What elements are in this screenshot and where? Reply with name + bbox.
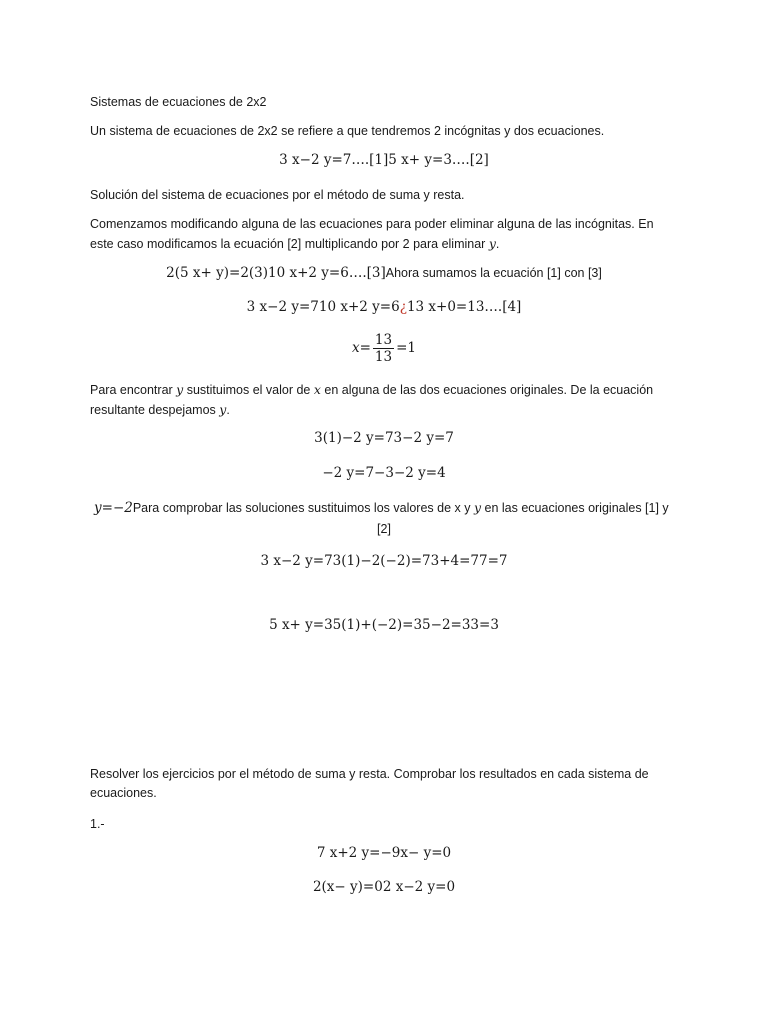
equation-substitute-x: 3(1)−2 y=73−2 y=7 bbox=[314, 430, 454, 446]
equation-verify-2: 5 x+ y=35(1)+(−2)=35−2=33=3 bbox=[269, 617, 499, 633]
equation-multiplied-note: Ahora sumamos la ecuación [1] con [3] bbox=[385, 266, 602, 280]
equation-sum-part-b: 13 x+0=13….[4] bbox=[406, 299, 522, 315]
equation-multiplied-math: 2(5 x+ y)=2(3)10 x+2 y=6….[3] bbox=[166, 265, 386, 281]
variable-x: x bbox=[313, 382, 321, 397]
exercise-instructions: Resolver los ejercicios por el método de suma y resta. Comprobar los resultados en cada sistema de ecuaciones. bbox=[90, 767, 649, 800]
exercise-number: 1.- bbox=[90, 817, 105, 831]
variable-y: y bbox=[219, 402, 227, 417]
equation-sum-error-glyph: ¿ bbox=[399, 299, 407, 315]
variable-y: y bbox=[176, 382, 184, 397]
method-heading: Solución del sistema de ecuaciones por el método de suma y resta. bbox=[90, 188, 465, 202]
variable-y: y bbox=[488, 236, 496, 251]
paragraph-modify-equation bbox=[90, 215, 680, 254]
paragraph-find-y bbox=[90, 380, 680, 420]
paragraph-find-y-text-b: sustituimos el valor de bbox=[186, 383, 311, 397]
exercise-equation-1: 7 x+2 y=−9x− y=0 bbox=[316, 845, 452, 861]
paragraph-verify-text-b: en las ecuaciones originales [1] y bbox=[484, 501, 669, 515]
paragraph-period: . bbox=[495, 237, 500, 251]
equation-multiplied bbox=[0, 265, 768, 281]
fraction-denominator: 13 bbox=[374, 349, 393, 365]
equation-solve-x bbox=[0, 332, 768, 365]
fraction-numerator: 13 bbox=[374, 332, 393, 348]
equation-sum-part-a: 3 x−2 y=710 x+2 y=6 bbox=[246, 299, 400, 315]
result-y: y=−2 bbox=[94, 500, 133, 516]
fraction bbox=[373, 332, 394, 365]
paragraph-verify-text-a: Para comprobar las soluciones sustituimos los valores de x y bbox=[132, 501, 471, 515]
paragraph-period: . bbox=[226, 403, 230, 417]
exercise-equation-2: 2(x− y)=02 x−2 y=0 bbox=[312, 879, 456, 895]
paragraph-find-y-text-c: en alguna de las dos ecuaciones originales. De la ecuación resultante despejamos bbox=[90, 383, 654, 417]
equation-solve-x-lhs: x= bbox=[351, 340, 371, 356]
equation-isolate-y: −2 y=7−3−2 y=4 bbox=[322, 465, 446, 481]
variable-y: y bbox=[473, 500, 482, 515]
paragraph-verify bbox=[94, 498, 684, 518]
intro-paragraph: Un sistema de ecuaciones de 2x2 se refiere a que tendremos 2 incógnitas y dos ecuaciones. bbox=[90, 124, 605, 138]
equation-system-original: 3 x−2 y=7….[1]5 x+ y=3….[2] bbox=[279, 152, 489, 168]
equation-solve-x-rhs: =1 bbox=[396, 340, 417, 356]
paragraph-verify-continuation: [2] bbox=[377, 522, 391, 536]
paragraph-find-y-text-a: Para encontrar bbox=[90, 383, 173, 397]
equation-verify-1: 3 x−2 y=73(1)−2(−2)=73+4=77=7 bbox=[260, 553, 508, 569]
paragraph-modify-text: Comenzamos modificando alguna de las ecuaciones para poder eliminar alguna de las incógnitas. En este caso modificamos la ecuación [2] multiplicando por 2 para eliminar bbox=[90, 217, 654, 251]
document-title: Sistemas de ecuaciones de 2x2 bbox=[90, 95, 267, 109]
equation-sum bbox=[0, 299, 768, 315]
